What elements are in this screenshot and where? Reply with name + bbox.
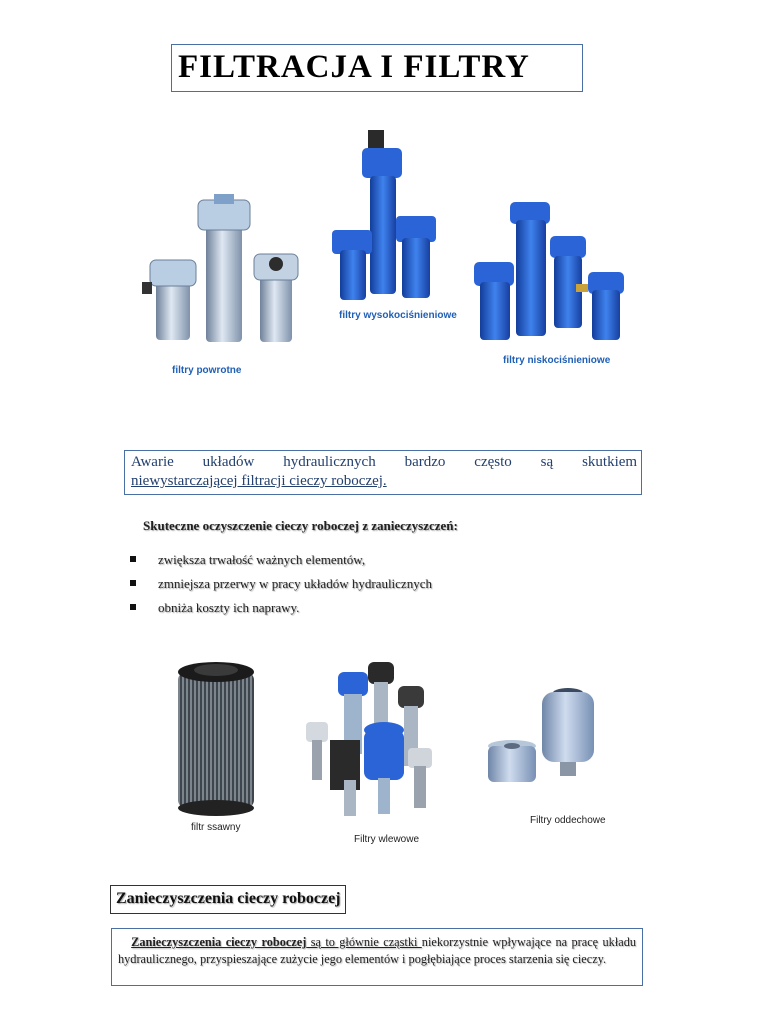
caption-suction: filtr ssawny (191, 822, 241, 833)
failure-word: skutkiem (582, 454, 638, 470)
caption-breather: Filtry oddechowe (530, 815, 606, 826)
failure-line-2: niewystarczającej filtracji cieczy roboczej. (131, 473, 387, 489)
caption-filler: Filtry wlewowe (354, 834, 420, 845)
filler-filters-image (304, 660, 444, 820)
description-underlined: są to głównie cząstki (306, 935, 422, 949)
title-box (171, 44, 583, 92)
list-item: zmniejsza przerwy w pracy układów hydraulicznych (130, 576, 432, 600)
page-title: FILTRACJA I FILTRY (178, 49, 530, 85)
caption-high-pressure: filtry wysokociśnieniowe (339, 310, 457, 321)
failure-word: Awarie (131, 454, 174, 470)
description-text (118, 934, 636, 968)
caption-return-filters: filtry powrotne (172, 365, 242, 376)
failure-word: hydraulicznych (283, 454, 376, 470)
return-filters-image (140, 192, 300, 352)
failure-statement-box (124, 450, 642, 495)
list-item: obniża koszty ich naprawy. (130, 600, 432, 624)
low-pressure-filters-image (472, 200, 628, 345)
failure-word: często (474, 454, 512, 470)
failure-word: są (540, 454, 554, 470)
bullet-icon (130, 580, 136, 586)
high-pressure-filters-image (330, 130, 440, 305)
bullet-icon (130, 604, 136, 610)
suction-filter-image (176, 658, 256, 818)
list-item: zwiększa trwałość ważnych elementów, (130, 552, 432, 576)
failure-word: układów (202, 454, 255, 470)
benefits-list (130, 552, 432, 624)
failure-word: bardzo (404, 454, 446, 470)
description-box (111, 928, 643, 986)
section-title: Zanieczyszczenia cieczy roboczej (116, 890, 341, 907)
description-rest: niekorzystnie wpływające na pracę układu hydraulicznego, przyspieszające zużycie jego elementów i pogłębiające proces starzenia się cieczy. (118, 935, 636, 966)
section-title-box (110, 885, 346, 914)
failure-line-1 (131, 454, 637, 471)
bullet-icon (130, 556, 136, 562)
effective-cleaning-heading: Skuteczne oczyszczenie cieczy roboczej z zanieczyszczeń: (143, 518, 458, 533)
description-lead: Zanieczyszczenia cieczy roboczej (131, 935, 307, 949)
breather-filters-image (486, 682, 616, 797)
caption-low-pressure: filtry niskociśnieniowe (503, 355, 611, 366)
